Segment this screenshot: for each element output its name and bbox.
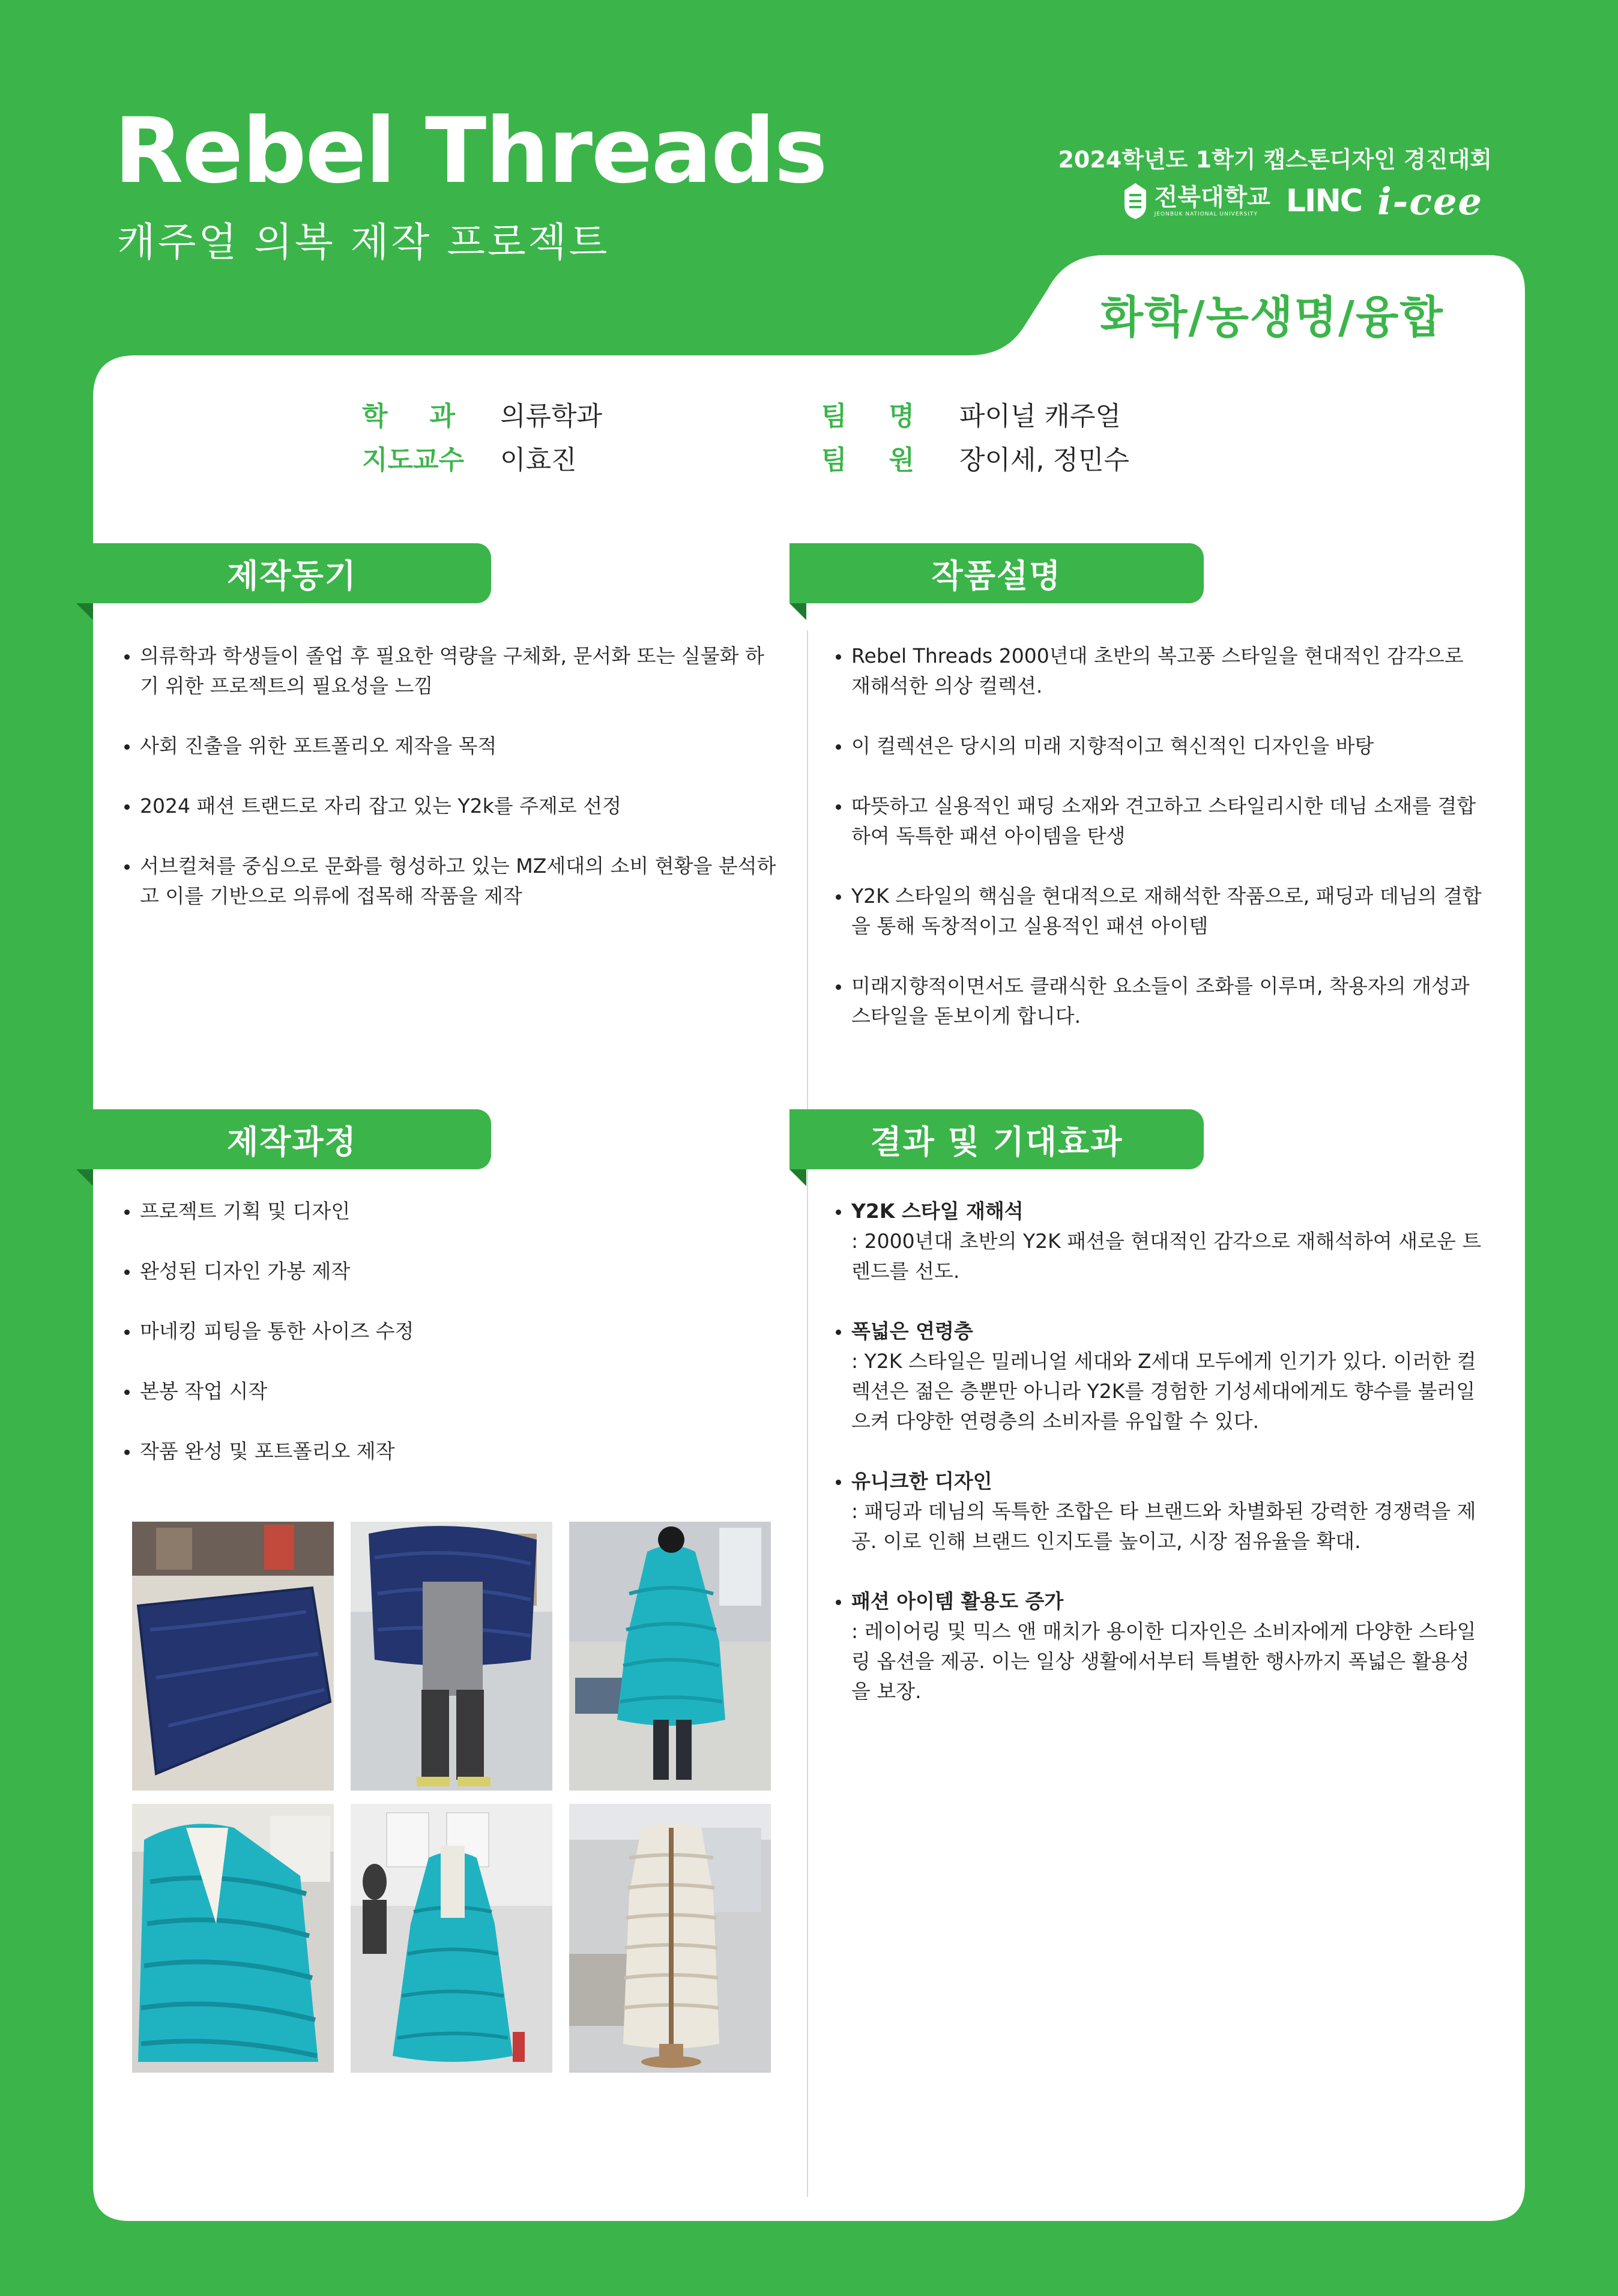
photo-turquoise-padding-closeup — [132, 1804, 334, 2073]
team-name-value: 파이널 캐주얼 — [959, 401, 1121, 432]
section-motivation-title: 제작동기 — [93, 543, 491, 603]
info-department — [362, 403, 602, 430]
result-body: : Y2K 스타일은 밀레니얼 세대와 Z세대 모두에게 인기가 있다. 이러한 컬렉션은 젊은 층뿐만 아니라 Y2K를 경험한 기성세대에게도 향수를 불러일으켜 다양한 연령층의 소비자를 유입할 수 있다. — [851, 1349, 1476, 1433]
list-item — [835, 1316, 1483, 1436]
list-item — [835, 1466, 1483, 1556]
section-results-title: 결과 및 기대효과 — [789, 1109, 1204, 1169]
section-process-title: 제작과정 — [93, 1109, 491, 1169]
result-head: Y2K 스타일 재해석 — [851, 1199, 1024, 1223]
category-label: 화학/농생명/융합 — [1100, 292, 1444, 343]
list-item: 작품 완성 및 포트폴리오 제작 — [123, 1436, 777, 1466]
list-item: 마네킹 피팅을 통한 사이즈 수정 — [123, 1316, 777, 1346]
result-body: : 패딩과 데님의 독특한 조합은 타 브랜드와 차별화된 강력한 경쟁력을 제공. 이로 인해 브랜드 인지도를 높이고, 시장 점유율을 확대. — [851, 1499, 1476, 1553]
photo-navy-padding-sheet — [132, 1522, 334, 1791]
process-list — [123, 1196, 777, 1496]
photo-ivory-coat-mannequin — [569, 1804, 771, 2073]
section-results-tail — [789, 1169, 806, 1186]
photo-turquoise-coat-mannequin — [351, 1804, 552, 2073]
motivation-list — [123, 641, 777, 941]
list-item — [835, 1196, 1483, 1286]
list-item: Y2K 스타일의 핵심을 현대적으로 재해석한 작품으로, 패딩과 데님의 결합을 통해 독창적이고 실용적인 패션 아이템 — [835, 881, 1483, 941]
team-members-value: 장이세, 정민수 — [959, 445, 1129, 475]
section-process-tail — [76, 1169, 93, 1186]
linc-logo: LINC — [1285, 183, 1362, 219]
list-item: Rebel Threads 2000년대 초반의 복고풍 스타일을 현대적인 감각으로 재해석한 의상 컬렉션. — [835, 641, 1483, 701]
photo-navy-padding-fitting — [351, 1522, 552, 1791]
icee-logo: i-cee — [1377, 179, 1483, 223]
result-head: 유니크한 디자인 — [851, 1469, 992, 1493]
results-list — [835, 1196, 1483, 1737]
description-list — [835, 641, 1483, 1061]
section-description-tail — [789, 603, 806, 620]
info-team-name — [821, 403, 1121, 430]
list-item: 의류학과 학생들이 졸업 후 필요한 역량을 구체화, 문서화 또는 실물화 하기 위한 프로젝트의 필요성을 느낌 — [123, 641, 777, 701]
list-item — [835, 1586, 1483, 1707]
process-photo-grid — [132, 1522, 771, 2073]
list-item: 미래지향적이면서도 클래식한 요소들이 조화를 이루며, 착용자의 개성과 스타일을 돋보이게 합니다. — [835, 971, 1483, 1031]
section-description-title: 작품설명 — [789, 543, 1204, 603]
result-head: 패션 아이템 활용도 증가 — [851, 1589, 1064, 1613]
column-divider — [807, 630, 808, 2197]
jbnu-logo — [1122, 182, 1270, 220]
team-members-label: 팀 원 — [821, 445, 914, 475]
jbnu-name-en: JEONBUK NATIONAL UNIVERSITY — [1154, 211, 1258, 217]
contest-name: 2024학년도 1학기 캡스톤디자인 경진대회 — [1058, 146, 1492, 173]
professor-value: 이효진 — [500, 445, 577, 475]
list-item: 이 컬렉션은 당시의 미래 지향적이고 혁신적인 디자인을 바탕 — [835, 731, 1483, 761]
university-emblem-icon — [1122, 182, 1149, 220]
team-name-label: 팀 명 — [821, 401, 914, 432]
list-item: 서브컬쳐를 중심으로 문화를 형성하고 있는 MZ세대의 소비 현황을 분석하고 이를 기반으로 의류에 접목해 작품을 제작 — [123, 851, 777, 911]
department-value: 의류학과 — [500, 401, 603, 432]
list-item: 사회 진출을 위한 포트폴리오 제작을 목적 — [123, 731, 777, 761]
photo-turquoise-coat-fitting — [569, 1522, 771, 1791]
list-item: 본봉 작업 시작 — [123, 1376, 777, 1406]
info-team-members — [821, 447, 1129, 474]
sponsor-logos — [1122, 177, 1483, 225]
section-motivation-tail — [76, 603, 93, 620]
list-item: 프로젝트 기획 및 디자인 — [123, 1196, 777, 1226]
list-item: 완성된 디자인 가봉 제작 — [123, 1256, 777, 1286]
poster-title: Rebel Threads — [114, 99, 827, 203]
department-label: 학 과 — [362, 401, 455, 432]
list-item: 따뜻하고 실용적인 패딩 소재와 견고하고 스타일리시한 데님 소재를 결합하여 독특한 패션 아이템을 탄생 — [835, 791, 1483, 851]
result-body: : 2000년대 초반의 Y2K 패션을 현대적인 감각으로 재해석하여 새로운 트렌드를 선도. — [851, 1229, 1482, 1283]
info-professor — [362, 447, 577, 474]
result-head: 폭넓은 연령층 — [851, 1319, 973, 1343]
jbnu-name-ko: 전북대학교 — [1154, 183, 1270, 211]
poster-subtitle: 캐주얼 의복 제작 프로젝트 — [117, 219, 610, 265]
list-item: 2024 패션 트랜드로 자리 잡고 있는 Y2k를 주제로 선정 — [123, 791, 777, 821]
result-body: : 레이어링 및 믹스 앤 매치가 용이한 디자인은 소비자에게 다양한 스타일링 옵션을 제공. 이는 일상 생활에서부터 특별한 행사까지 폭넓은 활용성을 보장. — [851, 1620, 1476, 1703]
professor-label: 지도교수 — [362, 445, 465, 475]
